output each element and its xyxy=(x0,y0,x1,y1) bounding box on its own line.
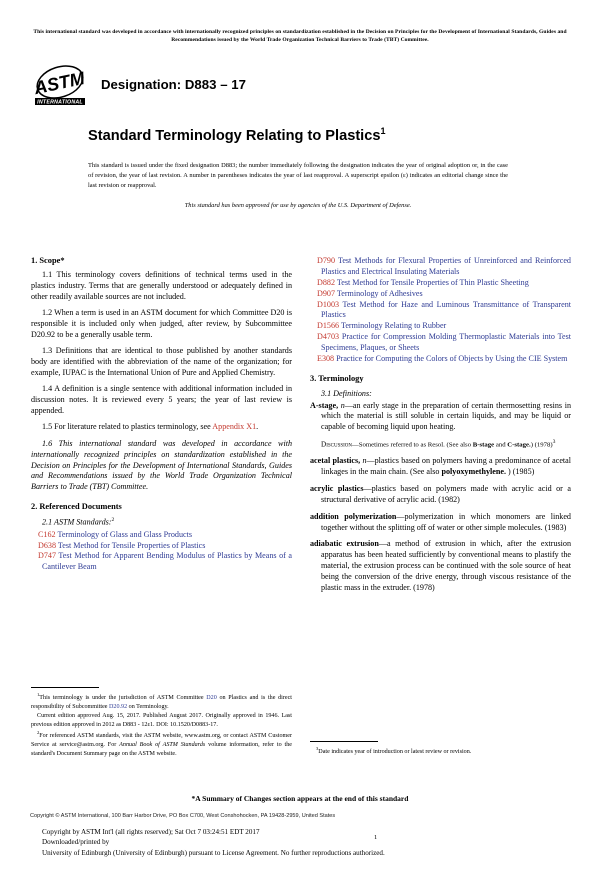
footnotes-left xyxy=(31,692,292,758)
list-item[interactable] xyxy=(310,256,571,278)
footnote-marker: 1 xyxy=(37,692,40,697)
discussion-footnote-marker: 3 xyxy=(552,439,556,446)
definition-pos: n xyxy=(340,400,345,410)
definition-body: —plastics based on polymers having a predominance of acetal linkages in the main chain. (See also xyxy=(321,456,571,477)
footnote-1-mid: on Plastics and is the direct responsibility of Subcommittee xyxy=(31,695,292,710)
list-item[interactable] xyxy=(310,278,571,289)
subheading-astm-standards-text: 2.1 ASTM Standards: xyxy=(42,517,112,527)
body-columns xyxy=(31,256,572,757)
footnote-marker: 3 xyxy=(316,746,319,751)
definition-pos: n xyxy=(362,456,367,466)
reference-code[interactable]: D790 xyxy=(317,256,335,265)
definition-acetal-plastics xyxy=(310,456,571,478)
committee-d20-link[interactable]: D20 xyxy=(206,695,217,702)
definition-acrylic-plastics xyxy=(310,484,571,506)
list-item[interactable] xyxy=(31,551,292,573)
definition-adiabatic-extrusion xyxy=(310,539,571,593)
definition-body-post: ) (1985) xyxy=(506,467,535,477)
paragraph-1-6: 1.6 This international standard was developed in accordance with internationally recognized principles on standardization established in the Decision on Principles for the Development of International Standards, Guides and Recommendations issued by the World Trade Organization Technical Barriers to Trade (TBT) Committee. xyxy=(31,438,292,492)
license-line-1: Copyright by ASTM Int'l (all rights reserved); Sat Oct 7 03:24:51 EDT 2017 xyxy=(42,828,260,836)
title-footnote-marker: 1 xyxy=(380,125,386,136)
issue-note: This standard is issued under the fixed designation D883; the number immediately following the designation indicates the year of original adoption or, in the case of revision, the year of last revision. A number in parentheses indicates the year of last reapproval. A superscript epsilon (ε) indicates an editorial change since the last revision or reapproval. xyxy=(88,161,508,190)
reference-title[interactable]: Test Methods for Flexural Properties of Unreinforced and Reinforced Plastics and Electrical Insulating Materials xyxy=(321,256,571,276)
paragraph-1-2: 1.2 When a term is used in an ASTM document for which Committee D20 is responsible it is included only when judged, after review, by Subcommittee D20.92 to be a generally usable term. xyxy=(31,308,292,339)
reference-code[interactable]: C162 xyxy=(38,529,56,539)
footnote-divider xyxy=(310,741,378,742)
footnotes-right xyxy=(310,746,571,757)
footnote-1-pre: This terminology is under the jurisdiction of ASTM Committee xyxy=(39,695,207,702)
footnote-3 xyxy=(310,746,571,757)
right-column xyxy=(310,256,572,756)
reference-title[interactable]: Test Method for Haze and Luminous Transmittance of Transparent Plastics xyxy=(321,299,571,320)
discussion-a-stage xyxy=(310,439,571,450)
reference-title[interactable]: Practice for Compression Molding Thermoplastic Materials into Test Specimens, Plaques, or Sheets xyxy=(321,332,571,352)
footnote-3-text: Date indicates year of introduction or latest review or revision. xyxy=(318,749,472,756)
definition-cross-ref: polyoxymethylene. xyxy=(441,467,507,477)
dod-approval-note: This standard has been approved for use by agencies of the U.S. Department of Defense. xyxy=(184,201,412,209)
definition-term: adiabatic extrusion xyxy=(310,539,379,549)
list-item[interactable] xyxy=(310,354,571,365)
astm-logo-icon xyxy=(30,63,92,109)
discussion-mid: and xyxy=(494,441,508,449)
reference-title[interactable]: Test Method for Tensile Properties of Thin Plastic Sheeting xyxy=(336,277,529,287)
reference-code[interactable]: E308 xyxy=(317,353,335,363)
reference-title[interactable]: Terminology of Glass and Glass Products xyxy=(57,529,192,539)
subheading-footnote-marker: 2 xyxy=(111,517,115,524)
reference-title[interactable]: Practice for Computing the Colors of Objects by Using the CIE System xyxy=(336,353,568,363)
discussion-pre: —Sometimes referred to as Resol. (See also xyxy=(352,441,473,449)
definition-body: —plastics based on polymers made with acrylic acid or a structural derivative of acrylic acid. (1982) xyxy=(321,483,571,504)
subheading-definitions xyxy=(310,389,571,400)
masthead xyxy=(30,62,600,110)
tbt-statement: This international standard was developed in accordance with internationally recognized principles on standardization established in the Decision on Principles for the Development of International Standards, Guides and Recommendations issued by the World Trade Organization Technical Barriers to Trade (TBT) Committee. xyxy=(33,29,567,44)
footnote-edition-note: Current edition approved Aug. 15, 2017. Published August 2017. Originally approved in 1946. Last previous edition approved in 2012 as D883 - 12ε1. DOI: 10.1520/D0883-17. xyxy=(31,713,292,728)
footnote-divider xyxy=(31,687,99,688)
definition-addition-polymerization xyxy=(310,512,571,534)
definition-body: —polymerization in which monomers are linked together without the splitting off of water or other simple molecules. (1983) xyxy=(321,511,571,532)
list-item[interactable] xyxy=(310,332,571,354)
discussion-post: ) (1978) xyxy=(530,441,553,449)
page-number: 1 xyxy=(374,834,378,841)
definition-term: A-stage, xyxy=(310,400,339,410)
reference-code[interactable]: D747 xyxy=(38,551,56,561)
definition-body: —a method of extrusion in which, after the extrusion apparatus has been heated sufficiently by conventional means to plastify the material, the extrusion process can be continued with the sole source of heat being the conversion of the drive energy, through viscous resistance of the plastic mass in the extruder. (1978) xyxy=(321,539,572,592)
list-item[interactable] xyxy=(31,530,292,541)
reference-list-left xyxy=(31,530,292,574)
summary-of-changes-note: *A Summary of Changes section appears at the end of this standard xyxy=(191,794,409,803)
definition-a-stage xyxy=(310,401,571,434)
reference-code[interactable]: D4703 xyxy=(317,332,340,342)
reference-code[interactable]: D1003 xyxy=(317,299,340,309)
section-heading-terminology: 3. Terminology xyxy=(310,373,364,383)
reference-code[interactable]: D638 xyxy=(38,540,56,550)
license-line-2: Downloaded/printed by xyxy=(42,838,110,847)
standard-document-page xyxy=(0,28,600,878)
designation-label: Designation: D883 – 17 xyxy=(101,76,246,92)
footnote-2-pre: For referenced ASTM standards, visit the ASTM website, www.astm.org, or contact ASTM Customer Service at service@astm.org. For xyxy=(31,733,292,748)
definition-body: —an early stage in the preparation of certain thermosetting resins in which the material is still soluble in certain liquids, and may be liquid or capable of becoming liquid upon heating. xyxy=(321,400,571,432)
subheading-definitions-text: 3.1 Definitions: xyxy=(321,388,372,398)
reference-title[interactable]: Terminology Relating to Rubber xyxy=(340,321,447,331)
discussion-term-c-stage: C-stage. xyxy=(507,441,531,449)
reference-code[interactable]: D1566 xyxy=(317,321,340,331)
footnote-marker: 2 xyxy=(37,730,40,736)
list-item[interactable] xyxy=(310,300,571,322)
footnote-1-post: on Terminology. xyxy=(127,703,169,710)
reference-title[interactable]: Terminology of Adhesives xyxy=(336,288,423,298)
subheading-astm-standards xyxy=(31,517,292,529)
discussion-term-b-stage: B-stage xyxy=(472,441,495,449)
paragraph-1-4: 1.4 A definition is a single sentence with additional information included in discussion notes. It is reviewed every 5 years; the year of last review is appended. xyxy=(31,384,292,416)
license-line-3: University of Edinburgh (University of Edinburgh) pursuant to License Agreement. No further reproductions authorized. xyxy=(42,848,385,857)
page-title xyxy=(88,126,508,146)
list-item[interactable] xyxy=(31,541,292,552)
footnote-2 xyxy=(31,730,292,758)
copyright-notice: Copyright © ASTM International, 100 Barr Harbor Drive, PO Box C700, West Conshohocken, PA 19428-2959, United States xyxy=(30,813,336,819)
page-title-text: Standard Terminology Relating to Plastics xyxy=(88,127,381,144)
definition-term: acrylic plastics xyxy=(310,483,364,493)
left-footnotes-block xyxy=(31,680,292,758)
reference-code[interactable]: D907 xyxy=(317,288,335,298)
svg-text:ASTM: ASTM xyxy=(32,67,87,98)
license-block xyxy=(42,827,572,858)
footnote-1 xyxy=(31,692,292,712)
svg-text:INTERNATIONAL: INTERNATIONAL xyxy=(37,99,83,106)
reference-title[interactable]: Test Method for Tensile Properties of Plastics xyxy=(57,540,206,550)
footnote-2-italic: Annual Book of ASTM Standards xyxy=(119,741,206,748)
section-heading-referenced-documents: 2. Referenced Documents xyxy=(31,502,122,512)
paragraph-1-5-post: . xyxy=(256,422,259,432)
left-column xyxy=(31,256,292,757)
appendix-x1-link[interactable]: Appendix X1 xyxy=(212,422,257,432)
list-item[interactable] xyxy=(310,321,571,332)
discussion-label: Discussion xyxy=(321,440,353,449)
subcommittee-d2092-link[interactable]: D20.92 xyxy=(109,703,128,710)
reference-list-right xyxy=(310,256,571,365)
definition-term: addition polymerization xyxy=(310,511,397,521)
title-block xyxy=(88,126,508,209)
list-item[interactable] xyxy=(310,289,571,300)
reference-title[interactable]: Test Method for Apparent Bending Modulus of Plastics by Means of a Cantilever Beam xyxy=(42,551,292,572)
footnote-2-post: volume information, refer to the standard's Document Summary page on the ASTM website. xyxy=(31,741,292,757)
section-heading-scope: 1. Scope* xyxy=(31,256,65,265)
reference-code[interactable]: D882 xyxy=(317,277,335,287)
right-footnotes-block xyxy=(310,734,571,757)
paragraph-1-5 xyxy=(31,422,292,433)
paragraph-1-5-pre: 1.5 For literature related to plastics terminology, see xyxy=(42,422,213,432)
paragraph-1-1: 1.1 This terminology covers definitions of technical terms used in the plastics industry. Terms that are generally understood or adequately defined in other readily available sources are not included. xyxy=(31,269,292,301)
definition-term: acetal plastics, xyxy=(310,456,361,466)
paragraph-1-3: 1.3 Definitions that are identical to those published by another standards body are identified with the abbreviation of the name of the organization; for example, IUPAC is the International Union of Pure and Applied Chemistry. xyxy=(31,346,292,377)
